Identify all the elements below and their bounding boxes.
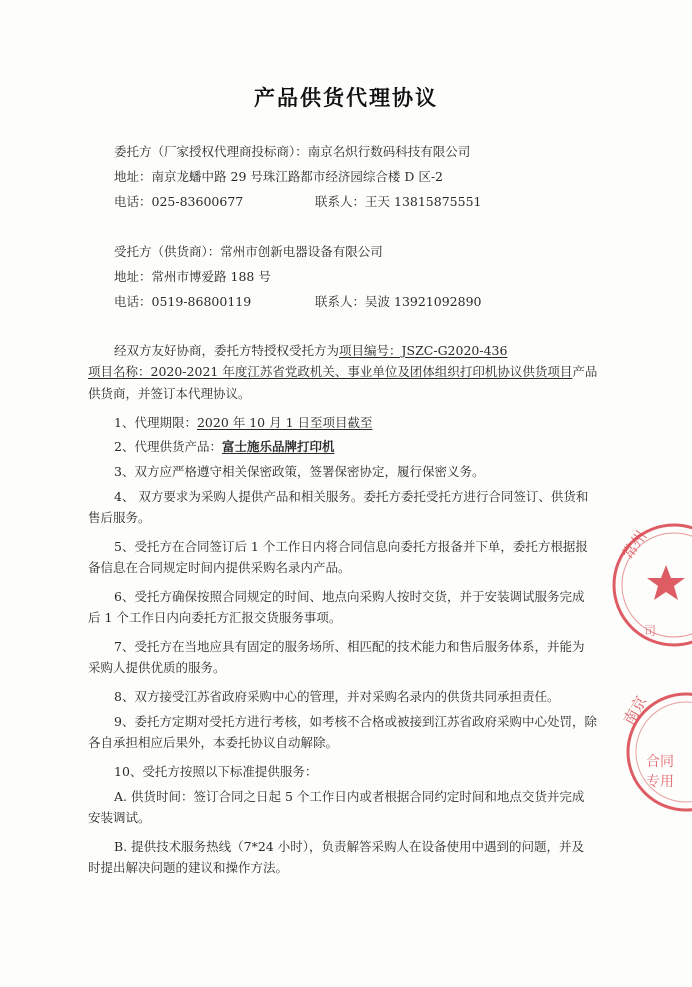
agent-address: 常州市博爱路 188 号 [151, 269, 271, 284]
svg-text:司: 司 [644, 624, 657, 638]
agency-period: 2020 年 10 月 1 日至项目截至 [196, 415, 373, 430]
item-b-line-1: B. 提供技术服务热线（7*24 小时），负责解答采购人在设备使用中遇到的问题，并及 [114, 839, 584, 854]
contract-seal-bottom [618, 686, 692, 820]
principal-contact-label: 联系人： [315, 194, 366, 209]
agent-name-line [114, 244, 383, 260]
intro-line-3: 供货商，并签订本代理协议。 [88, 386, 251, 401]
principal-contact-line [315, 194, 481, 210]
item-9-line-1: 9、委托方定期对受托方进行考核，如考核不合格或被接到江苏省政府采购中心处罚，除 [114, 714, 597, 729]
svg-text:合同: 合同 [646, 754, 674, 770]
agent-contact: 吴波 13921092890 [365, 294, 482, 309]
svg-text:常州: 常州 [618, 527, 651, 563]
item-4-line-2: 售后服务。 [88, 510, 151, 525]
item-1-prefix: 1、代理期限： [114, 415, 197, 430]
agent-address-label: 地址： [114, 269, 152, 284]
intro-line-2 [88, 364, 597, 380]
project-number: 项目编号：JSZC-G2020-436 [339, 343, 508, 358]
item-1 [114, 415, 373, 431]
item-2-prefix: 2、代理供货产品： [114, 439, 222, 454]
agent-name: 常州市创新电器设备有限公司 [220, 244, 383, 259]
item-6-line-2: 后 1 个工作日内向委托方汇报交货服务事项。 [88, 610, 342, 625]
project-name: 项目名称：2020-2021 年度江苏省党政机关、事业单位及团体组织打印机协议供货项目 [88, 364, 573, 379]
item-10: 10、受托方按照以下标准提供服务： [114, 764, 318, 779]
principal-contact: 王天 13815875551 [365, 194, 482, 209]
company-seal-top [600, 515, 692, 655]
agent-phone-line [114, 294, 251, 310]
intro-line-1 [114, 343, 507, 359]
agent-contact-label: 联系人： [315, 294, 366, 309]
agent-address-line [114, 269, 271, 285]
principal-address-label: 地址： [114, 169, 152, 184]
item-7-line-1: 7、受托方在当地应具有固定的服务场所、相匹配的技术能力和售后服务体系，并能为 [114, 639, 585, 654]
intro-suffix: 产品 [572, 364, 598, 379]
item-5-line-1: 5、受托方在合同签订后 1 个工作日内将合同信息向委托方报备并下单，委托方根据报 [114, 539, 588, 554]
agency-product: 富士施乐品牌打印机 [221, 439, 335, 454]
principal-address: 南京龙蟠中路 29 号珠江路都市经济园综合楼 D 区-2 [151, 169, 444, 184]
principal-address-line [114, 169, 443, 185]
principal-phone: 025-83600677 [151, 194, 244, 209]
item-6-line-1: 6、受托方确保按照合同规定的时间、地点向采购人按时交货，并于安装调试服务完成 [114, 589, 585, 604]
agent-phone-label: 电话： [114, 294, 152, 309]
principal-name: 南京名炽行数码科技有限公司 [307, 144, 471, 159]
item-a-line-2: 安装调试。 [88, 810, 151, 825]
principal-phone-line [114, 194, 243, 210]
agent-contact-line [315, 294, 481, 310]
item-2 [114, 439, 334, 455]
item-5-line-2: 备信息在合同规定时间内提供采购名录内产品。 [88, 560, 351, 575]
item-9-line-2: 各自承担相应后果外，本委托协议自动解除。 [88, 735, 339, 750]
item-8: 8、双方接受江苏省政府采购中心的管理，并对采购名录内的供货共同承担责任。 [114, 689, 560, 704]
item-3: 3、双方应严格遵守相关保密政策，签署保密协定，履行保密义务。 [114, 464, 485, 479]
intro-prefix: 经双方友好协商，委托方特授权受托方为 [114, 343, 340, 358]
item-b-line-2: 时提出解决问题的建议和操作方法。 [88, 860, 289, 875]
item-4-line-1: 4、 双方要求为采购人提供产品和相关服务。委托方委托受托方进行合同签订、供货和 [114, 489, 589, 504]
svg-text:南京: 南京 [619, 693, 651, 728]
item-7-line-2: 采购人提供优质的服务。 [88, 660, 226, 675]
document-title: 产品供货代理协议 [254, 86, 438, 110]
svg-text:专用: 专用 [646, 774, 674, 790]
principal-name-line [114, 144, 470, 160]
principal-name-label: 委托方（厂家授权代理商投标商）： [114, 144, 308, 159]
agent-name-label: 受托方（供货商）： [114, 244, 221, 259]
agent-phone: 0519-86800119 [151, 294, 252, 309]
item-a-line-1: A. 供货时间：签订合同之日起 5 个工作日内或者根据合同约定时间和地点交货并完成 [114, 789, 585, 804]
principal-phone-label: 电话： [114, 194, 152, 209]
